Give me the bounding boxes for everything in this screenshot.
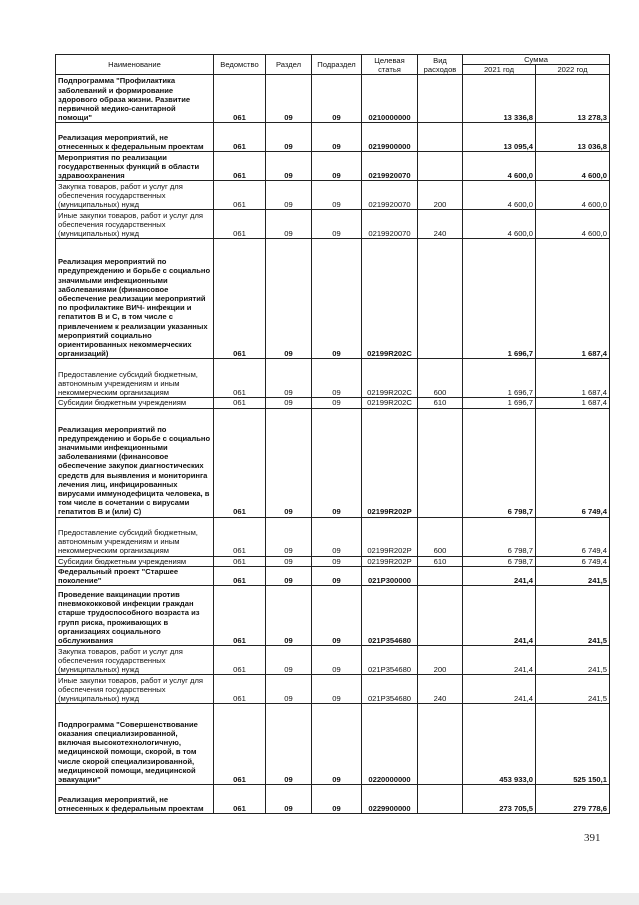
row-section: 09 [266,181,312,210]
row-section: 09 [266,556,312,566]
row-expense-type: 200 [418,181,463,210]
row-section: 09 [266,239,312,359]
row-target: 0219920070 [362,181,418,210]
row-subsection: 09 [312,517,362,556]
table-row [56,785,610,814]
row-target: 021P354680 [362,586,418,646]
table-row [56,359,610,398]
row-target: 0210000000 [362,75,418,123]
table-row [56,675,610,704]
table-row [56,408,610,517]
row-department: 061 [214,675,266,704]
row-sum-2021: 273 705,5 [463,785,536,814]
header-year-2021: 2021 год [463,65,536,75]
row-section: 09 [266,517,312,556]
header-expense-type: Вид расходов [418,55,463,75]
row-department: 061 [214,181,266,210]
row-expense-type [418,75,463,123]
row-subsection: 09 [312,359,362,398]
row-target: 0219920070 [362,152,418,181]
row-sum-2022: 525 150,1 [536,704,610,785]
row-sum-2022: 6 749,4 [536,517,610,556]
row-name: Предоставление субсидий бюджетным, автономным учреждениям и иным некоммерческим организациям [56,359,214,398]
row-expense-type [418,566,463,585]
row-subsection: 09 [312,646,362,675]
row-section: 09 [266,359,312,398]
row-name: Закупка товаров, работ и услуг для обеспечения государственных (муниципальных) нужд [56,181,214,210]
row-name: Подпрограмма "Профилактика заболеваний и формирование здорового образа жизни. Развитие первичной медико-санитарной помощи" [56,75,214,123]
row-expense-type: 600 [418,359,463,398]
table-row [56,586,610,646]
row-expense-type [418,586,463,646]
header-subsection: Подраздел [312,55,362,75]
row-subsection: 09 [312,75,362,123]
row-subsection: 09 [312,181,362,210]
row-name: Реализация мероприятий по предупреждению и борьбе с социально значимыми инфекционными заболеваниями (финансовое обеспечение закупок диагностических средств для выявления и мониторинга лечения лиц, инфицированных вирусами иммунодефицита человека, в том числе в сочетании с вирусами гепатитов В и (или) С) [56,408,214,517]
table-row [56,123,610,152]
table-row [56,566,610,585]
row-name: Иные закупки товаров, работ и услуг для обеспечения государственных (муниципальных) нужд [56,210,214,239]
row-expense-type [418,704,463,785]
row-expense-type [418,239,463,359]
table-row [56,239,610,359]
row-subsection: 09 [312,408,362,517]
row-department: 061 [214,359,266,398]
row-expense-type [418,123,463,152]
row-subsection: 09 [312,785,362,814]
row-department: 061 [214,398,266,408]
row-section: 09 [266,785,312,814]
row-sum-2022: 279 778,6 [536,785,610,814]
table-row [56,75,610,123]
row-section: 09 [266,152,312,181]
row-sum-2021: 13 336,8 [463,75,536,123]
row-sum-2022: 241,5 [536,566,610,585]
row-expense-type [418,152,463,181]
row-section: 09 [266,123,312,152]
row-target: 021P300000 [362,566,418,585]
row-target: 0220000000 [362,704,418,785]
row-target: 02199R202P [362,408,418,517]
row-sum-2022: 4 600,0 [536,181,610,210]
row-sum-2021: 6 798,7 [463,408,536,517]
row-subsection: 09 [312,704,362,785]
row-sum-2022: 241,5 [536,586,610,646]
table-row [56,704,610,785]
row-section: 09 [266,75,312,123]
row-name: Предоставление субсидий бюджетным, автономным учреждениям и иным некоммерческим организациям [56,517,214,556]
row-section: 09 [266,566,312,585]
row-target: 02199R202C [362,359,418,398]
row-name: Субсидии бюджетным учреждениям [56,398,214,408]
row-department: 061 [214,517,266,556]
table-row [56,210,610,239]
row-target: 021P354680 [362,646,418,675]
table-row [56,181,610,210]
row-sum-2022: 13 278,3 [536,75,610,123]
row-department: 061 [214,785,266,814]
row-target: 02199R202C [362,398,418,408]
row-name: Реализация мероприятий, не отнесенных к федеральным проектам [56,785,214,814]
row-expense-type: 240 [418,210,463,239]
row-department: 061 [214,239,266,359]
row-target: 02199R202C [362,239,418,359]
row-sum-2022: 13 036,8 [536,123,610,152]
row-expense-type: 610 [418,398,463,408]
row-sum-2022: 6 749,4 [536,408,610,517]
table-header [56,55,610,75]
row-sum-2021: 4 600,0 [463,181,536,210]
row-expense-type [418,785,463,814]
row-department: 061 [214,75,266,123]
row-subsection: 09 [312,239,362,359]
header-year-2022: 2022 год [536,65,610,75]
row-department: 061 [214,704,266,785]
row-section: 09 [266,704,312,785]
row-subsection: 09 [312,566,362,585]
row-name: Федеральный проект "Старшее поколение" [56,566,214,585]
row-section: 09 [266,210,312,239]
row-sum-2021: 1 696,7 [463,398,536,408]
header-name: Наименование [56,55,214,75]
header-target: Целевая статья [362,55,418,75]
row-subsection: 09 [312,556,362,566]
row-sum-2022: 1 687,4 [536,239,610,359]
row-department: 061 [214,152,266,181]
row-name: Реализация мероприятий по предупреждению и борьбе с социально значимыми инфекционными заболеваниями (финансовое обеспечение реализации мероприятий по профилактике ВИЧ- инфекции и гепатитов В и С, в том числе с привлечением к реализации указанных мероприятий социально ориентированных некоммерческих организаций) [56,239,214,359]
row-department: 061 [214,556,266,566]
row-sum-2021: 453 933,0 [463,704,536,785]
row-expense-type: 610 [418,556,463,566]
row-department: 061 [214,586,266,646]
row-name: Иные закупки товаров, работ и услуг для обеспечения государственных (муниципальных) нужд [56,675,214,704]
row-sum-2022: 4 600,0 [536,210,610,239]
row-department: 061 [214,408,266,517]
row-subsection: 09 [312,398,362,408]
budget-table [55,54,610,814]
row-target: 0219900000 [362,123,418,152]
scan-bottom-edge [0,893,639,905]
row-target: 021P354680 [362,675,418,704]
row-name: Закупка товаров, работ и услуг для обеспечения государственных (муниципальных) нужд [56,646,214,675]
row-subsection: 09 [312,123,362,152]
row-target: 0219920070 [362,210,418,239]
row-sum-2021: 6 798,7 [463,517,536,556]
table-row [56,152,610,181]
row-subsection: 09 [312,675,362,704]
row-sum-2021: 241,4 [463,646,536,675]
row-target: 02199R202P [362,556,418,566]
row-sum-2021: 4 600,0 [463,152,536,181]
row-expense-type [418,408,463,517]
row-department: 061 [214,646,266,675]
row-sum-2021: 1 696,7 [463,359,536,398]
row-subsection: 09 [312,586,362,646]
row-target: 0229900000 [362,785,418,814]
row-sum-2022: 241,5 [536,646,610,675]
header-sum: Сумма [463,55,610,65]
row-sum-2022: 1 687,4 [536,359,610,398]
row-expense-type: 600 [418,517,463,556]
row-name: Субсидии бюджетным учреждениям [56,556,214,566]
table-body [56,75,610,814]
row-sum-2022: 241,5 [536,675,610,704]
row-name: Реализация мероприятий, не отнесенных к федеральным проектам [56,123,214,152]
row-section: 09 [266,586,312,646]
table-row [56,398,610,408]
row-expense-type: 240 [418,675,463,704]
row-name: Мероприятия по реализации государственных функций в области здравоохранения [56,152,214,181]
row-sum-2021: 1 696,7 [463,239,536,359]
row-sum-2022: 4 600,0 [536,152,610,181]
row-name: Подпрограмма "Совершенствование оказания специализированной, включая высокотехнологичную, медицинской помощи, скорой, в том числе скорой специализированной, медицинской помощи, медицинской эвакуации" [56,704,214,785]
row-sum-2021: 13 095,4 [463,123,536,152]
header-department: Ведомство [214,55,266,75]
row-section: 09 [266,646,312,675]
row-sum-2021: 4 600,0 [463,210,536,239]
table-row [56,517,610,556]
row-name: Проведение вакцинации против пневмококковой инфекции граждан старше трудоспособного возраста из групп риска, проживающих в организациях социального обслуживания [56,586,214,646]
row-sum-2022: 6 749,4 [536,556,610,566]
header-section: Раздел [266,55,312,75]
row-section: 09 [266,398,312,408]
row-sum-2021: 241,4 [463,586,536,646]
row-section: 09 [266,675,312,704]
row-subsection: 09 [312,152,362,181]
row-department: 061 [214,123,266,152]
row-department: 061 [214,210,266,239]
row-sum-2021: 241,4 [463,675,536,704]
row-sum-2022: 1 687,4 [536,398,610,408]
row-expense-type: 200 [418,646,463,675]
row-subsection: 09 [312,210,362,239]
row-sum-2021: 6 798,7 [463,556,536,566]
row-section: 09 [266,408,312,517]
table-row [56,646,610,675]
row-department: 061 [214,566,266,585]
page-number: 391 [584,832,601,844]
row-target: 02199R202P [362,517,418,556]
table-row [56,556,610,566]
row-sum-2021: 241,4 [463,566,536,585]
